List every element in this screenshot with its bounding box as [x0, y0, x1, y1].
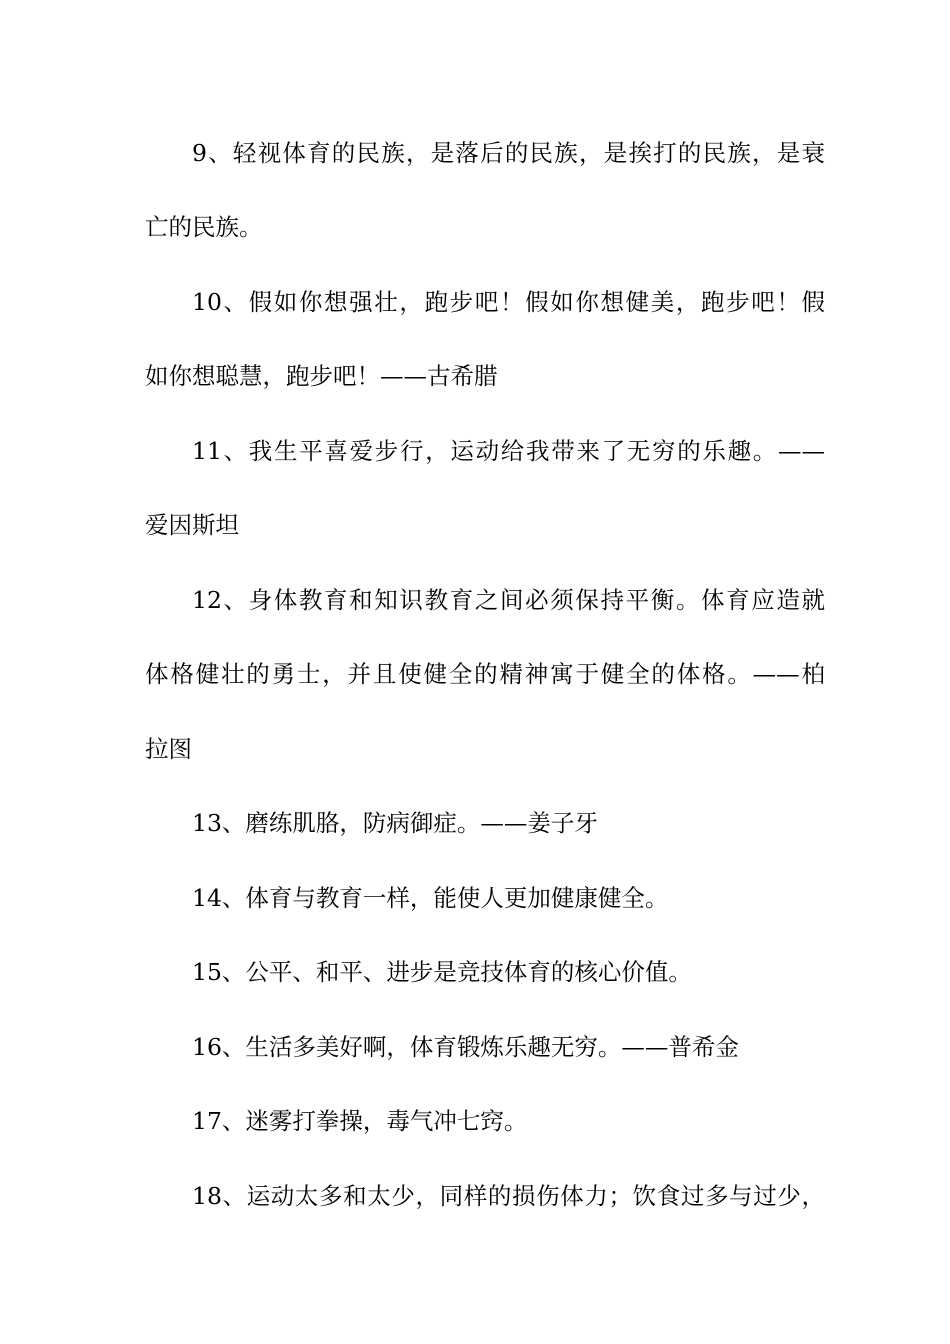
quote-12-line-3: 拉图	[145, 735, 192, 763]
quote-11-line-1: 11、我生平喜爱步行，运动给我带来了无穷的乐趣。——	[192, 437, 825, 465]
quote-17: 17、迷雾打拳操，毒气冲七窍。	[192, 1107, 528, 1135]
quote-10-line-2: 如你想聪慧，跑步吧！——古希腊	[145, 362, 498, 390]
quote-13: 13、磨练肌胳，防病御症。——姜子牙	[192, 809, 598, 837]
quote-18-line-1: 18、运动太多和太少，同样的损伤体力；饮食过多与过少，	[192, 1182, 825, 1210]
quote-15: 15、公平、和平、进步是竞技体育的核心价值。	[192, 958, 692, 986]
quote-12-line-2: 体格健壮的勇士，并且使健全的精神寓于健全的体格。——柏	[145, 660, 825, 688]
quote-11-line-2: 爱因斯坦	[145, 511, 239, 539]
quote-9-line-2: 亡的民族。	[145, 213, 263, 241]
quote-10-line-1: 10、假如你想强壮，跑步吧！假如你想健美，跑步吧！假	[192, 288, 825, 316]
quote-16: 16、生活多美好啊，体育锻炼乐趣无穷。——普希金	[192, 1033, 739, 1061]
quote-9-line-1: 9、轻视体育的民族，是落后的民族，是挨打的民族，是衰	[192, 139, 825, 167]
quote-14: 14、体育与教育一样，能使人更加健康健全。	[192, 884, 669, 912]
quote-12-line-1: 12、身体教育和知识教育之间必须保持平衡。体育应造就	[192, 586, 825, 614]
